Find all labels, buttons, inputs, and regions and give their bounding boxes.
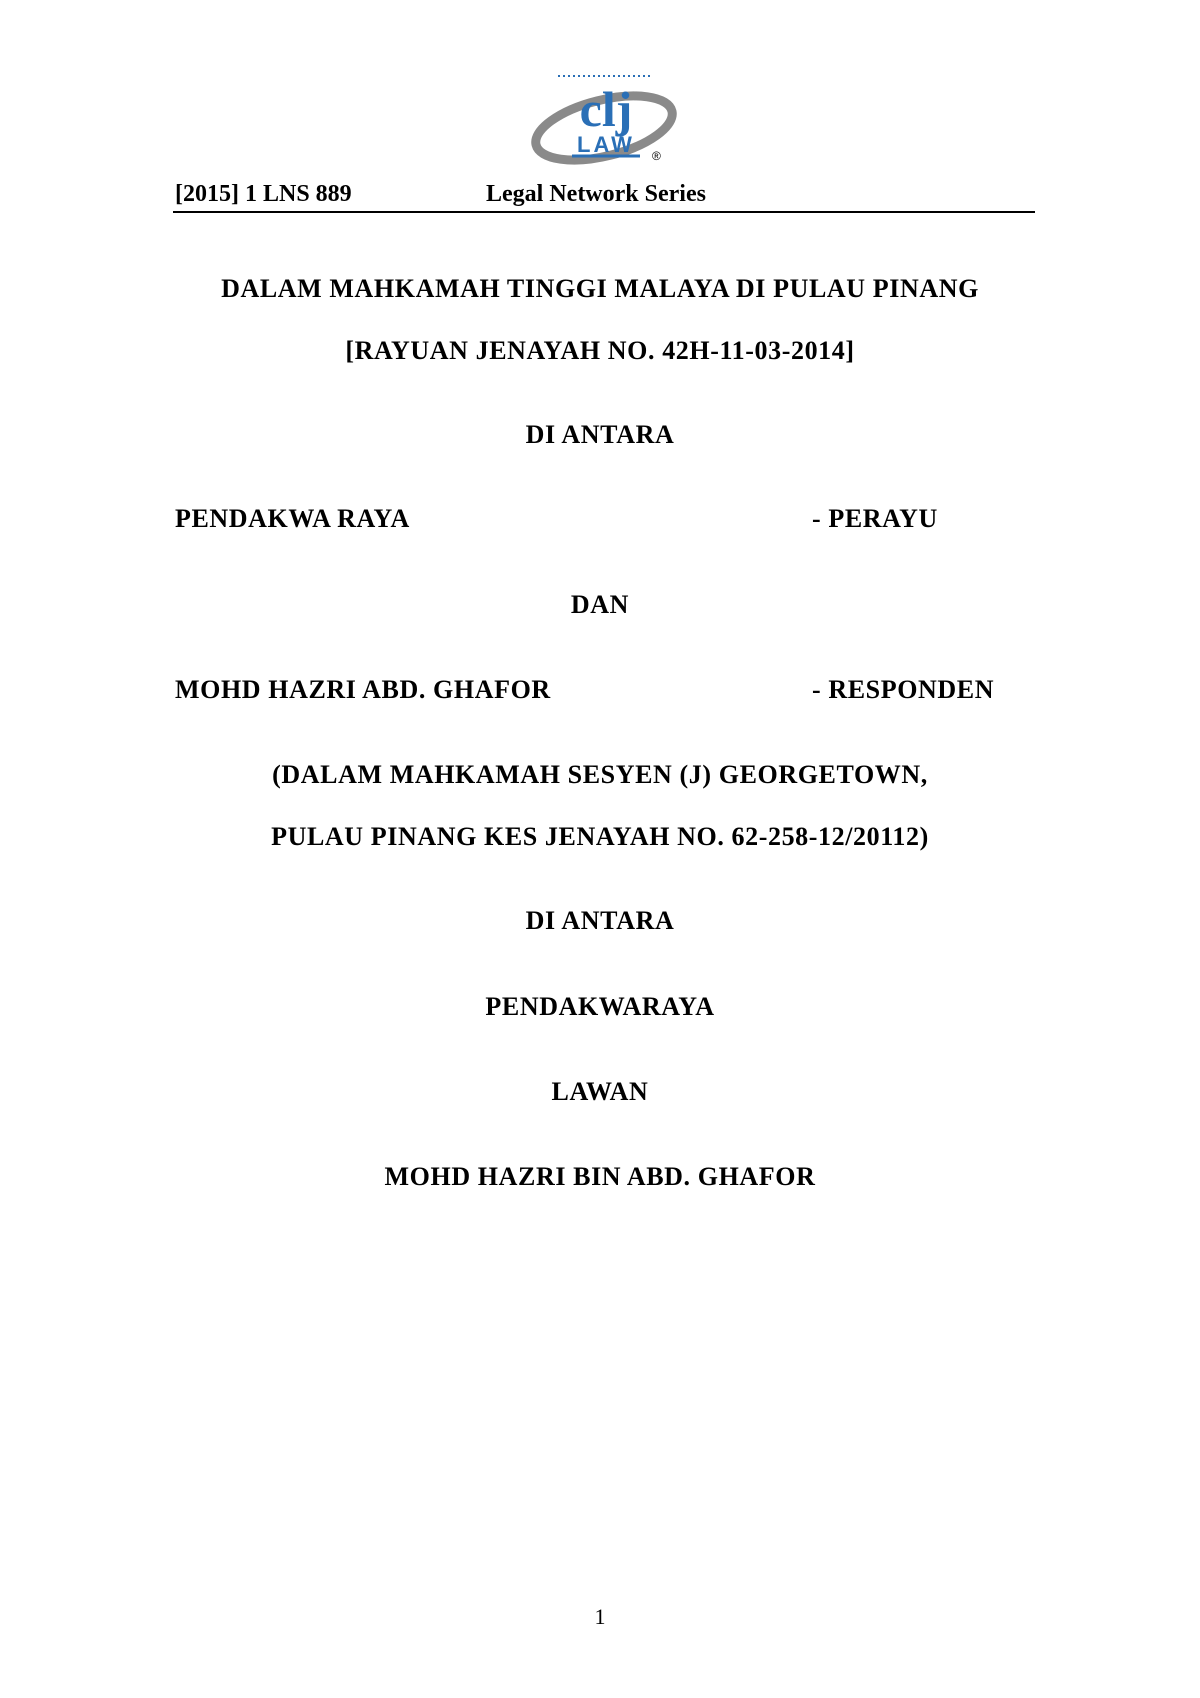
party-1-name: PENDAKWA RAYA — [175, 504, 410, 533]
svg-text:®: ® — [652, 149, 661, 163]
between-heading: DI ANTARA — [525, 420, 675, 449]
conjunction: DAN — [570, 590, 630, 619]
page-number: 1 — [594, 1604, 606, 1629]
clj-law-logo — [522, 70, 690, 182]
lower-court-line-1: (DALAM MAHKAMAH SESYEN (J) GEORGETOWN, — [272, 760, 928, 789]
lower-party-2: MOHD HAZRI BIN ABD. GHAFOR — [384, 1162, 816, 1191]
svg-text:clj: clj — [579, 81, 633, 137]
lower-party-1: PENDAKWARAYA — [485, 992, 715, 1021]
party-2-name: MOHD HAZRI ABD. GHAFOR — [175, 675, 551, 704]
case-number: [RAYUAN JENAYAH NO. 42H-11-03-2014] — [345, 336, 855, 365]
versus: LAWAN — [551, 1077, 649, 1106]
series-title: Legal Network Series — [486, 181, 706, 207]
svg-text:LAW: LAW — [577, 132, 635, 157]
lower-court-line-2: PULAU PINANG KES JENAYAH NO. 62-258-12/20112) — [271, 822, 929, 851]
court-title: DALAM MAHKAMAH TINGGI MALAYA DI PULAU PINANG — [221, 274, 979, 303]
party-1-role: - PERAYU — [812, 504, 938, 533]
header-rule — [173, 211, 1035, 213]
party-2-role: - RESPONDEN — [812, 675, 995, 704]
citation: [2015] 1 LNS 889 — [175, 181, 352, 207]
between-heading-2: DI ANTARA — [525, 906, 675, 935]
